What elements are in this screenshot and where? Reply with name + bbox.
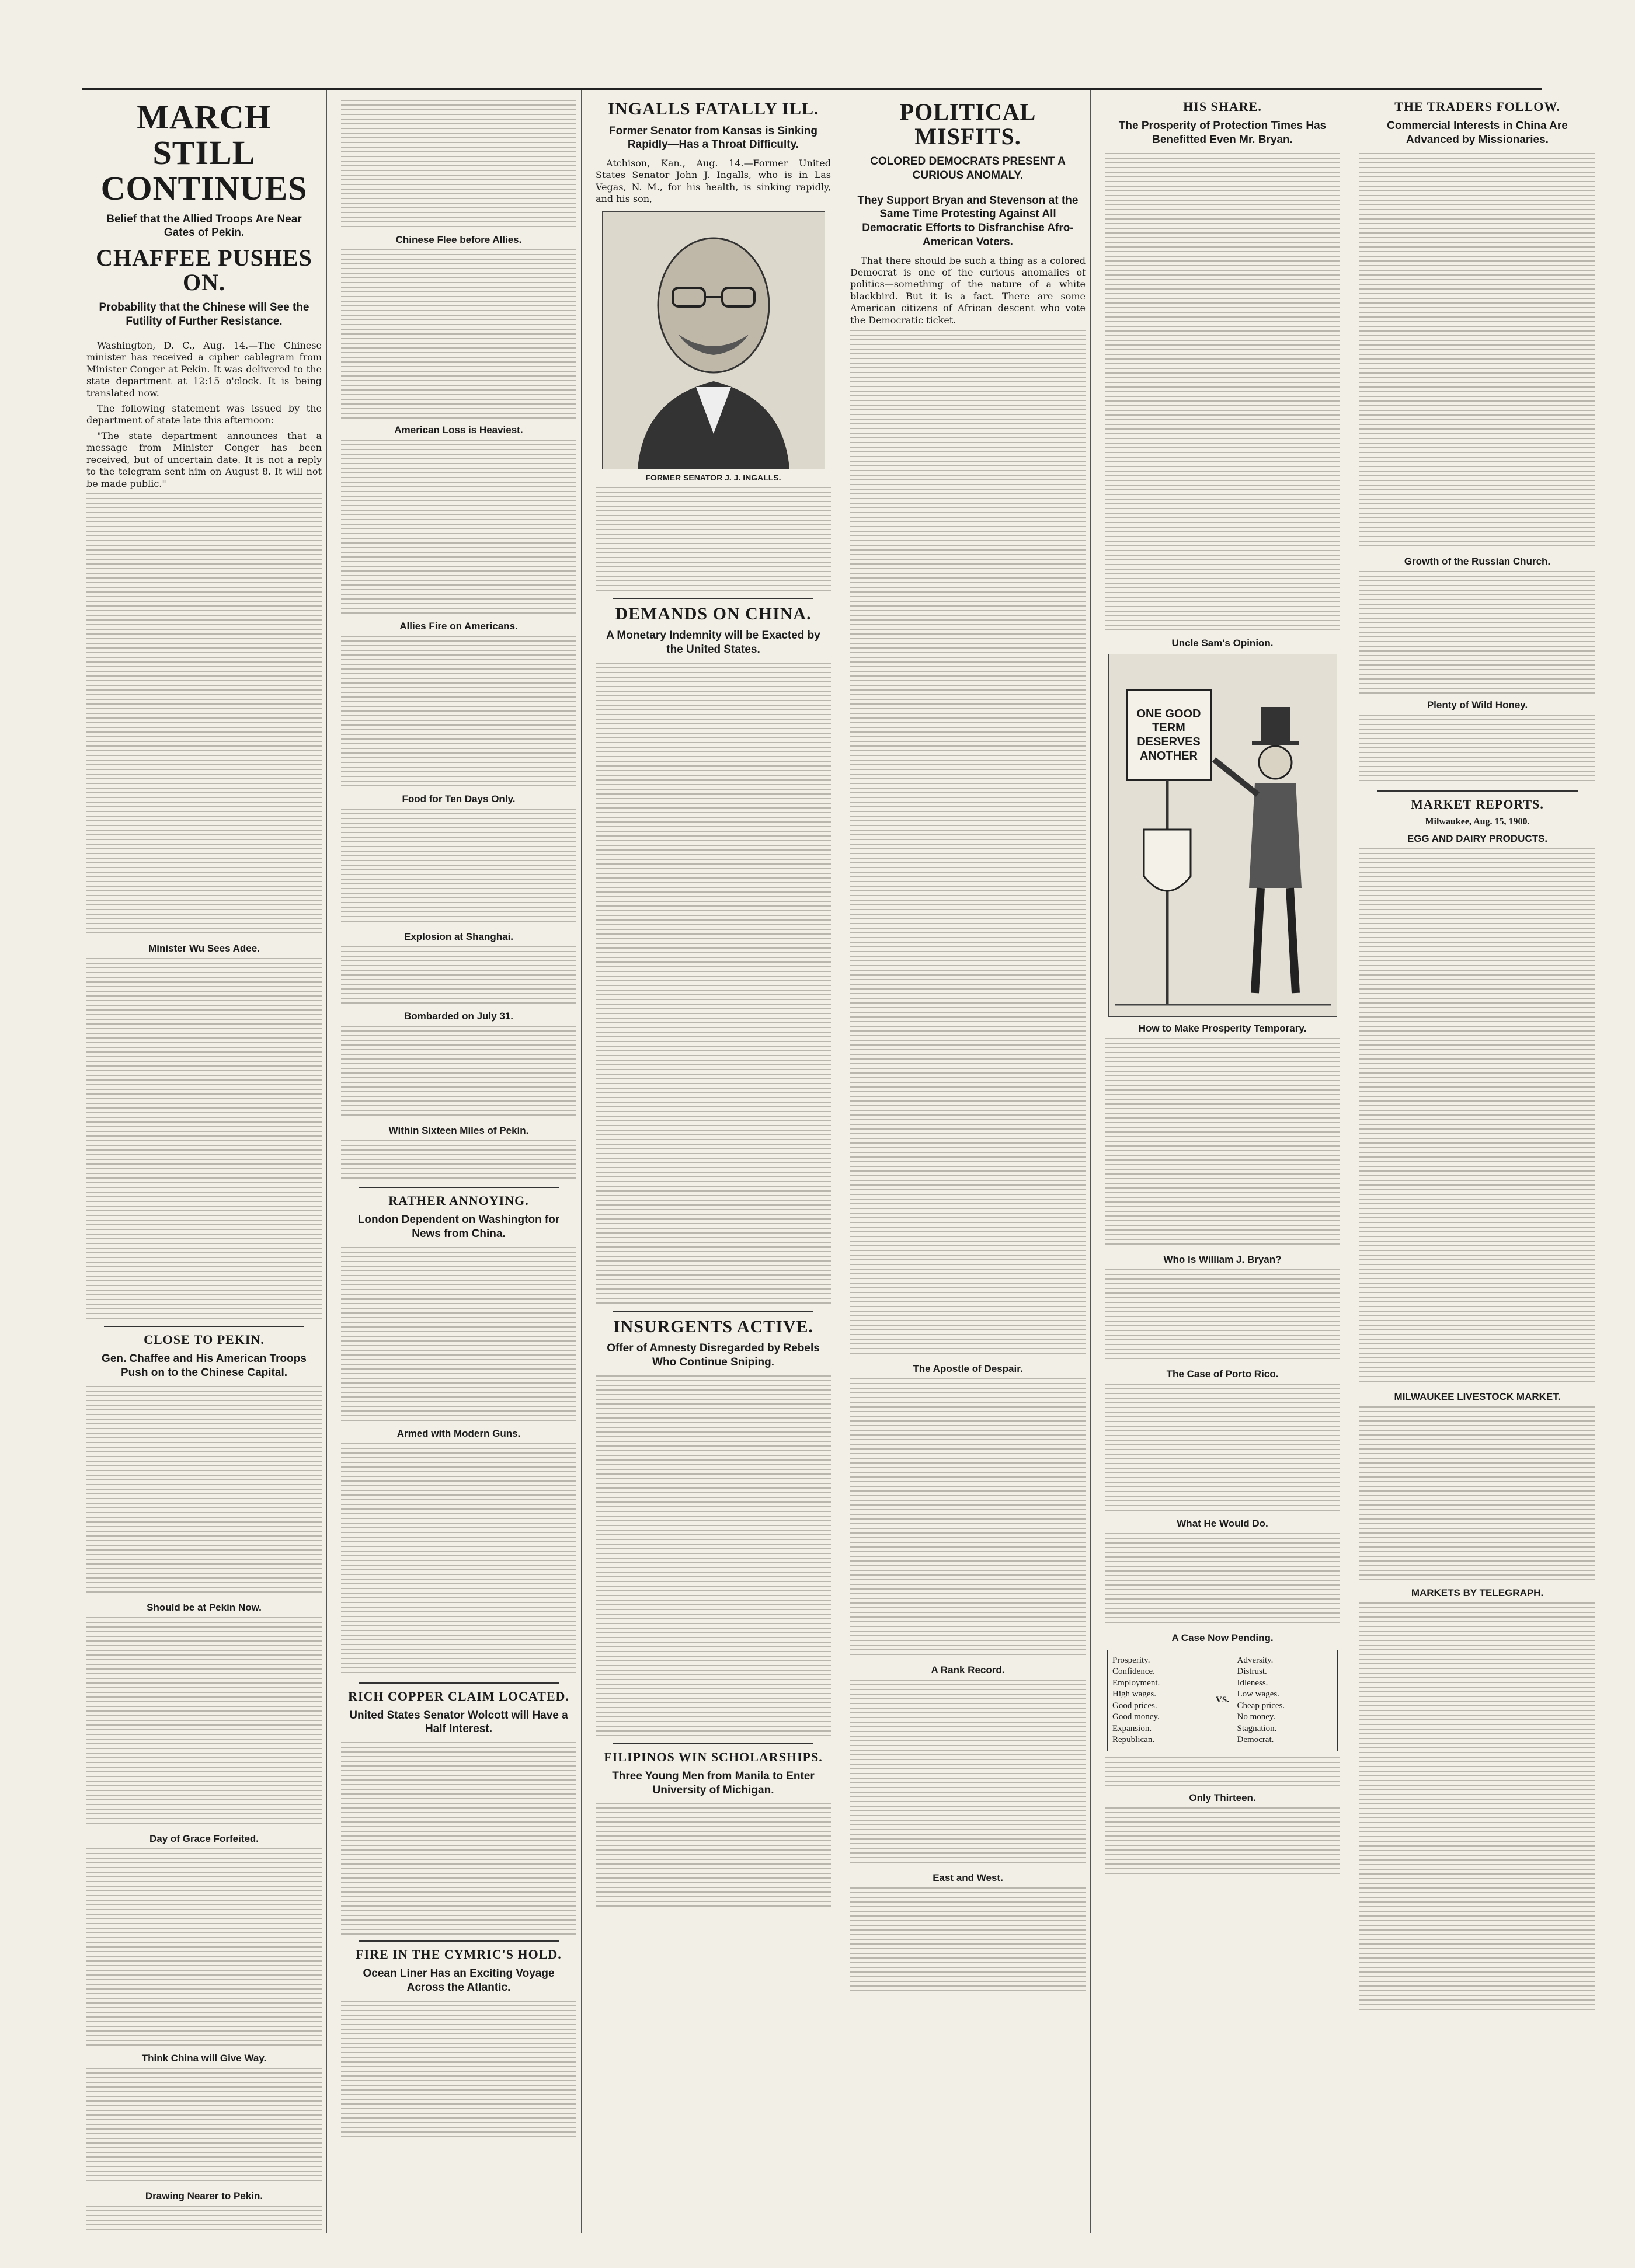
body-text bbox=[341, 440, 576, 615]
paragraph: Washington, D. C., Aug. 14.—The Chinese minister has received a cipher cablegram from Minister Conger at Pekin. It was delivered to the state department at 12:15 o'clock. It is being translated now. bbox=[86, 339, 322, 399]
market-listings bbox=[1359, 1406, 1595, 1581]
body-text bbox=[596, 663, 831, 1305]
section-heading: How to Make Prosperity Temporary. bbox=[1138, 1022, 1307, 1034]
column-5 bbox=[1100, 90, 1345, 2233]
body-text bbox=[341, 636, 576, 788]
market-listings bbox=[1359, 1602, 1595, 2011]
body-text bbox=[1359, 715, 1595, 785]
body-text bbox=[341, 1026, 576, 1119]
section-heading: Chinese Flee before Allies. bbox=[395, 234, 522, 245]
divider bbox=[359, 1187, 559, 1188]
deck-2: Probability that the Chinese will See the Futility of Further Resistance. bbox=[99, 301, 309, 328]
headline-market-reports: MARKET REPORTS. bbox=[1411, 796, 1544, 811]
body-text bbox=[1359, 153, 1595, 550]
deck-2: They Support Bryan and Stevenson at the Same Time Protesting Against All Democratic Efforts to Disfranchise Afro-American Voters. bbox=[857, 194, 1079, 248]
column-4 bbox=[846, 90, 1091, 2233]
deck-3: Gen. Chaffee and His American Troops Push on to the Chinese Capital. bbox=[102, 1353, 307, 1379]
section-heading: Minister Wu Sees Adee. bbox=[148, 943, 260, 954]
section-heading: Within Sixteen Miles of Pekin. bbox=[388, 1125, 529, 1136]
body-text bbox=[341, 1443, 576, 1677]
body-text bbox=[1105, 1038, 1340, 1248]
section-heading: East and West. bbox=[933, 1872, 1003, 1884]
headline-political-misfits: POLITICAL MISFITS. bbox=[899, 99, 1036, 149]
pending-item: Employment. bbox=[1112, 1678, 1160, 1688]
pending-item: Stagnation. bbox=[1237, 1723, 1277, 1733]
body-text bbox=[596, 1803, 831, 1908]
section-heading: Only Thirteen. bbox=[1189, 1792, 1256, 1803]
pending-item: Good money. bbox=[1112, 1712, 1160, 1722]
dateline: Milwaukee, Aug. 15, 1900. bbox=[1425, 816, 1530, 827]
section-heading: Armed with Modern Guns. bbox=[396, 1427, 521, 1439]
deck: Commercial Interests in China Are Advanced by Missionaries. bbox=[1387, 120, 1568, 146]
pending-vs: VS. bbox=[1216, 1695, 1229, 1705]
pending-item: No money. bbox=[1237, 1712, 1276, 1722]
section-heading: Growth of the Russian Church. bbox=[1404, 555, 1551, 567]
paragraph: That there should be such a thing as a colored Democrat is one of the curious anomalies of politics—something of the nature of a white blackbird. But it is a fact. There are some American citizens of African descent who vote the Democratic ticket. bbox=[850, 255, 1086, 326]
cartoon-sign: ONE GOOD TERM DESERVES ANOTHER bbox=[1126, 689, 1212, 781]
body-text bbox=[850, 330, 1086, 1357]
section-heading: What He Would Do. bbox=[1177, 1517, 1268, 1529]
case-pending-box bbox=[1107, 1650, 1338, 1751]
cartoon-illustration bbox=[1108, 654, 1337, 1017]
pending-item: Cheap prices. bbox=[1237, 1701, 1285, 1710]
deck: Belief that the Allied Troops Are Near Gates of Pekin. bbox=[106, 212, 302, 239]
section-heading: A Case Now Pending. bbox=[1171, 1632, 1274, 1643]
subhead: CHAFFEE PUSHES ON. bbox=[96, 245, 312, 296]
section-heading: A Rank Record. bbox=[931, 1664, 1005, 1676]
divider bbox=[359, 1940, 559, 1942]
body-text bbox=[1105, 1269, 1340, 1363]
column-1 bbox=[82, 90, 327, 2233]
section-heading: EGG AND DAIRY PRODUCTS. bbox=[1407, 832, 1548, 844]
pending-item: Distrust. bbox=[1237, 1667, 1267, 1677]
body-text bbox=[596, 487, 831, 592]
body-text bbox=[86, 958, 322, 1320]
pending-left-list bbox=[1112, 1655, 1208, 1746]
section-heading: MILWAUKEE LIVESTOCK MARKET. bbox=[1394, 1391, 1561, 1402]
market-listings bbox=[1359, 848, 1595, 1385]
portrait-engraving bbox=[603, 212, 825, 469]
column-2 bbox=[336, 90, 582, 2233]
body-text bbox=[341, 2001, 576, 2141]
body-text bbox=[86, 2206, 322, 2233]
divider bbox=[104, 1326, 304, 1327]
divider bbox=[1377, 790, 1578, 792]
body-text bbox=[850, 1887, 1086, 1992]
paragraph: The following statement was issued by the department of state late this afternoon: bbox=[86, 403, 322, 426]
section-heading: Bombarded on July 31. bbox=[403, 1011, 514, 1022]
body-text bbox=[1359, 571, 1595, 694]
section-heading: Food for Ten Days Only. bbox=[402, 793, 516, 804]
body-text bbox=[86, 1848, 322, 2047]
body-text bbox=[341, 100, 576, 228]
deck: COLORED DEMOCRATS PRESENT A CURIOUS ANOMALY. bbox=[870, 155, 1066, 182]
column-3 bbox=[591, 90, 836, 2233]
headline-ingalls-fatally-ill: INGALLS FATALLY ILL. bbox=[607, 99, 819, 119]
divider bbox=[613, 598, 813, 599]
pending-item: Prosperity. bbox=[1112, 1655, 1150, 1665]
pending-item: Adversity. bbox=[1237, 1655, 1274, 1665]
section-heading: American Loss is Heaviest. bbox=[394, 424, 523, 436]
headline-demands-on-china: DEMANDS ON CHINA. bbox=[615, 604, 812, 623]
divider bbox=[613, 1311, 813, 1312]
body-text bbox=[850, 1378, 1086, 1659]
headline-filipinos-win-scholarships: FILIPINOS WIN SCHOLARSHIPS. bbox=[604, 1749, 823, 1764]
pending-item: Low wages. bbox=[1237, 1689, 1279, 1699]
section-heading: Explosion at Shanghai. bbox=[403, 931, 514, 942]
section-heading: The Case of Porto Rico. bbox=[1166, 1368, 1279, 1379]
pending-item: Republican. bbox=[1112, 1735, 1155, 1745]
body-text bbox=[341, 809, 576, 925]
body-text bbox=[341, 946, 576, 1005]
section-heading: Think China will Give Way. bbox=[141, 2052, 267, 2064]
section-heading: Drawing Nearer to Pekin. bbox=[145, 2190, 263, 2201]
deck-4: Three Young Men from Manila to Enter University of Michigan. bbox=[612, 1769, 815, 1796]
body-text bbox=[86, 1617, 322, 1827]
headline-fire-in-cymrics-hold: FIRE IN THE CYMRIC'S HOLD. bbox=[356, 1947, 562, 1962]
headline-traders-follow: THE TRADERS FOLLOW. bbox=[1394, 99, 1560, 114]
paragraph: "The state department announces that a message from Minister Conger has been received, but of uncertain date. It is not a reply to the telegram sent him on August 8. It will not be made public." bbox=[86, 430, 322, 489]
section-heading: MARKETS BY TELEGRAPH. bbox=[1411, 1587, 1544, 1598]
section-heading: Day of Grace Forfeited. bbox=[149, 1832, 259, 1844]
deck-2: London Dependent on Washington for News from China. bbox=[357, 1214, 560, 1240]
headline-rich-copper-claim: RICH COPPER CLAIM LOCATED. bbox=[348, 1688, 569, 1703]
paragraph: Atchison, Kan., Aug. 14.—Former United States Senator John J. Ingalls, who is in Las Vegas, N. M., for his health, is sinking rapidly, and his son, bbox=[596, 158, 831, 205]
pending-right-list bbox=[1237, 1655, 1333, 1746]
pending-item: Idleness. bbox=[1237, 1678, 1268, 1688]
body-text bbox=[341, 1140, 576, 1181]
section-heading: Plenty of Wild Honey. bbox=[1427, 699, 1528, 710]
deck-3: United States Senator Wolcott will Have a Half Interest. bbox=[349, 1709, 568, 1736]
divider bbox=[613, 1743, 813, 1744]
pending-item: Good prices. bbox=[1112, 1701, 1157, 1710]
deck-4: Ocean Liner Has an Exciting Voyage Across the Atlantic. bbox=[363, 1967, 555, 1994]
section-heading: Allies Fire on Americans. bbox=[399, 621, 518, 632]
headline-rather-annoying: RATHER ANNOYING. bbox=[388, 1193, 529, 1208]
newspaper-page bbox=[82, 88, 1568, 2233]
divider bbox=[359, 1682, 559, 1684]
headline-close-to-pekin: CLOSE TO PEKIN. bbox=[144, 1332, 265, 1347]
body-text bbox=[596, 1375, 831, 1737]
body-text bbox=[341, 249, 576, 419]
body-text bbox=[341, 1742, 576, 1935]
body-text bbox=[1105, 1384, 1340, 1512]
body-text bbox=[1105, 1533, 1340, 1626]
body-text bbox=[341, 1247, 576, 1422]
section-heading: Who Is William J. Bryan? bbox=[1163, 1253, 1282, 1265]
body-text bbox=[86, 493, 322, 937]
pending-item: High wages. bbox=[1112, 1689, 1156, 1699]
headline-his-share: HIS SHARE. bbox=[1183, 99, 1262, 114]
headline-march-still-continues: MARCH STILL CONTINUES bbox=[100, 98, 308, 207]
pending-item: Expansion. bbox=[1112, 1723, 1152, 1733]
body-text bbox=[1105, 1807, 1340, 1877]
body-text bbox=[850, 1680, 1086, 1866]
deck-2: A Monetary Indemnity will be Exacted by the United States. bbox=[606, 629, 820, 656]
body-text bbox=[86, 2068, 322, 2185]
headline-insurgents-active: INSURGENTS ACTIVE. bbox=[613, 1316, 814, 1336]
deck: The Prosperity of Protection Times Has Benefitted Even Mr. Bryan. bbox=[1118, 120, 1327, 146]
portrait-illustration bbox=[602, 211, 825, 469]
body-text bbox=[1105, 1757, 1340, 1786]
pending-item: Confidence. bbox=[1112, 1667, 1155, 1677]
pending-item: Democrat. bbox=[1237, 1735, 1274, 1745]
body-text bbox=[1105, 153, 1340, 632]
section-heading: Should be at Pekin Now. bbox=[147, 1601, 262, 1613]
uncle-sam-drawing bbox=[1109, 654, 1337, 1016]
column-6 bbox=[1355, 90, 1600, 2233]
portrait-caption: FORMER SENATOR J. J. INGALLS. bbox=[645, 472, 781, 482]
deck: Former Senator from Kansas is Sinking Rapidly—Has a Throat Difficulty. bbox=[609, 124, 818, 151]
deck-3: Offer of Amnesty Disregarded by Rebels Who Continue Sniping. bbox=[607, 1342, 820, 1369]
cartoon-title: Uncle Sam's Opinion. bbox=[1171, 637, 1274, 649]
section-heading: The Apostle of Despair. bbox=[913, 1363, 1023, 1375]
body-text bbox=[86, 1386, 322, 1596]
